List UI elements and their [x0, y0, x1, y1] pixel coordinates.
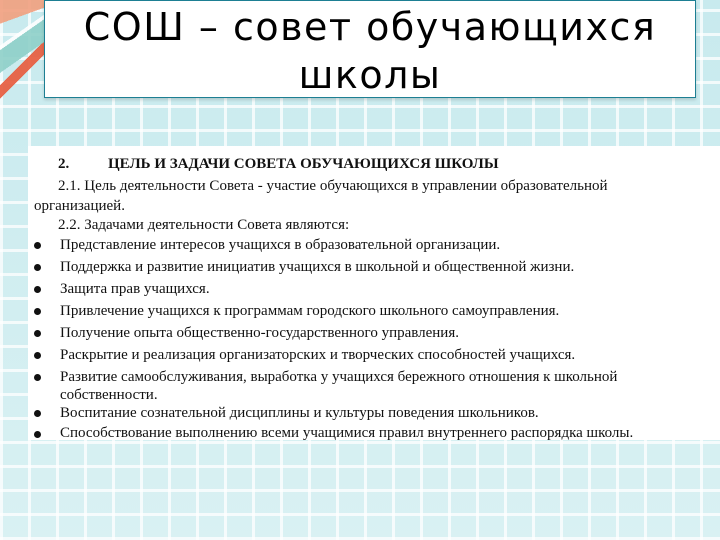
- list-item: Представление интересов учащихся в образовательной организации.: [60, 237, 501, 253]
- bullet-icon: [34, 264, 41, 271]
- document-image: [28, 146, 720, 440]
- title-box: [44, 0, 696, 98]
- list-item: Раскрытие и реализация организаторских и творческих способностей учащихся.: [60, 347, 576, 363]
- bullet-icon: [34, 242, 41, 249]
- paragraph-2-1-line-1: 2.1. Цель деятельности Совета - участие обучающихся в управлении образовательной: [58, 178, 608, 194]
- list-item: Защита прав учащихся.: [60, 281, 210, 297]
- slide-title-line-1: СОШ – совет обучающихся: [83, 5, 657, 49]
- slide-title-line-2: школы: [298, 53, 442, 97]
- list-item: Привлечение учащихся к программам городского школьного самоуправления.: [60, 303, 560, 319]
- section-heading: ЦЕЛЬ И ЗАДАЧИ СОВЕТА ОБУЧАЮЩИХСЯ ШКОЛЫ: [108, 156, 499, 172]
- bullet-icon: [34, 431, 41, 438]
- paragraph-2-2: 2.2. Задачами деятельности Совета являются:: [58, 217, 350, 233]
- bullet-icon: [34, 352, 41, 359]
- list-item-continuation: собственности.: [60, 387, 158, 403]
- bullet-icon: [34, 330, 41, 337]
- bullet-icon: [34, 286, 41, 293]
- list-item: Воспитание сознательной дисциплины и культуры поведения школьников.: [60, 405, 539, 421]
- bullet-icon: [34, 374, 41, 381]
- section-number: 2.: [58, 156, 70, 172]
- paragraph-2-1-line-2: организацией.: [34, 198, 125, 214]
- list-item: Способствование выполнению всеми учащимися правил внутреннего распорядка школы.: [60, 425, 634, 441]
- list-item: Получение опыта общественно-государственного управления.: [60, 325, 459, 341]
- list-item: Поддержка и развитие инициатив учащихся в школьной и общественной жизни.: [60, 259, 575, 275]
- list-item: Развитие самообслуживания, выработка у учащихся бережного отношения к школьной: [60, 369, 618, 385]
- slide-title: [45, 3, 695, 99]
- bullet-icon: [34, 308, 41, 315]
- bullet-icon: [34, 410, 41, 417]
